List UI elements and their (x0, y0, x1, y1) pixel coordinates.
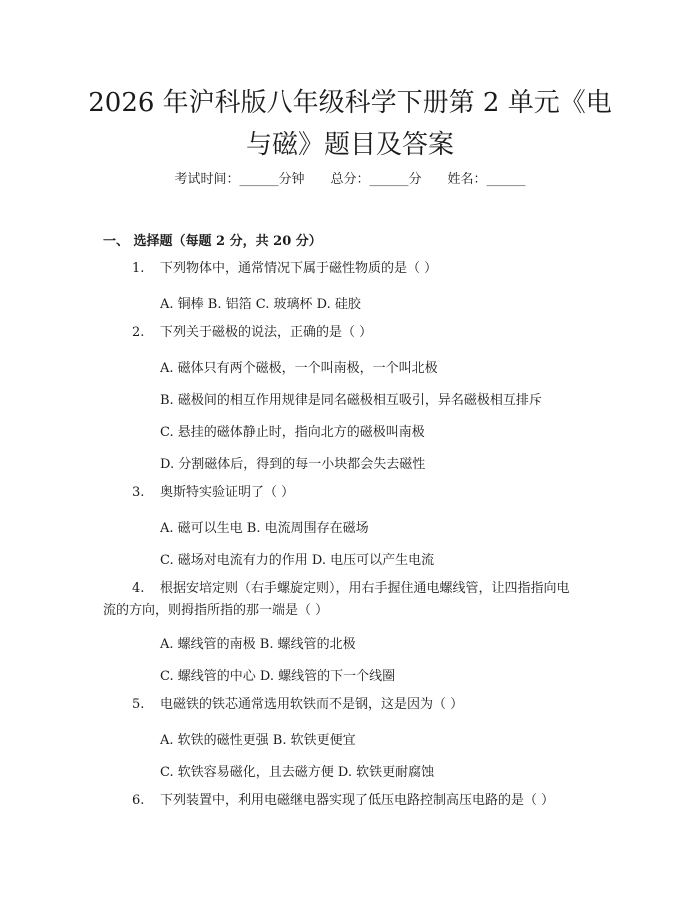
question-text: 下列物体中，通常情况下属于磁性物质的是（ ） (160, 261, 438, 276)
question-text: 电磁铁的铁芯通常选用软铁而不是钢，这是因为（ ） (160, 697, 464, 712)
question-number: 3. (132, 485, 145, 500)
question-5-options-cd: C. 软铁容易磁化，且去磁方便 D. 软铁更耐腐蚀 (160, 765, 435, 780)
question-1-options: A. 铜棒 B. 铝箔 C. 玻璃杯 D. 硅胶 (160, 297, 361, 312)
exam-time: 考试时间：______分钟 (174, 172, 305, 187)
question-2 (132, 320, 372, 346)
title-line-2: 与磁》题目及答案 (245, 130, 454, 160)
question-4-options-cd: C. 螺线管的中心 D. 螺线管的下一个线圈 (160, 669, 396, 684)
question-number: 4. (132, 581, 145, 596)
title-line-1: 2026 年沪科版八年级科学下册第 2 单元《电 (88, 88, 612, 118)
question-5 (132, 692, 463, 718)
exam-score: 总分：______分 (330, 172, 422, 187)
question-5-options-ab: A. 软铁的磁性更强 B. 软铁更便宜 (160, 733, 356, 748)
question-4-options-ab: A. 螺线管的南极 B. 螺线管的北极 (160, 637, 356, 652)
question-number: 6. (132, 793, 145, 808)
question-3-options-cd: C. 磁场对电流有力的作用 D. 电压可以产生电流 (160, 553, 435, 568)
question-text: 下列关于磁极的说法，正确的是（ ） (160, 325, 373, 340)
question-number: 5. (132, 697, 145, 712)
exam-name: 姓名：______ (447, 172, 526, 187)
question-2-option-c: C. 悬挂的磁体静止时，指向北方的磁极叫南极 (160, 425, 425, 440)
question-2-option-d: D. 分割磁体后，得到的每一小块都会失去磁性 (160, 457, 426, 472)
page-title (60, 82, 640, 166)
question-3 (132, 480, 294, 506)
question-4-continued: 流的方向，则拇指所指的那一端是（ ） (103, 603, 329, 618)
question-2-option-b: B. 磁极间的相互作用规律是同名磁极相互吸引，异名磁极相互排斥 (160, 393, 542, 408)
question-text: 根据安培定则（右手螺旋定则），用右手握住通电螺线管，让四指指向电 (160, 581, 570, 596)
question-number: 1. (132, 261, 145, 276)
question-3-options-ab: A. 磁可以生电 B. 电流周围存在磁场 (160, 521, 369, 536)
question-6 (132, 788, 554, 814)
question-text: 下列装置中，利用电磁继电器实现了低压电路控制高压电路的是（ ） (160, 793, 555, 808)
question-2-option-a: A. 磁体只有两个磁极，一个叫南极，一个叫北极 (160, 361, 438, 376)
exam-info (0, 168, 700, 187)
question-1 (132, 256, 437, 282)
question-number: 2. (132, 325, 145, 340)
section-heading: 一、 选择题（每题 2 分，共 20 分） (103, 234, 322, 249)
question-text: 奥斯特实验证明了（ ） (160, 485, 295, 500)
